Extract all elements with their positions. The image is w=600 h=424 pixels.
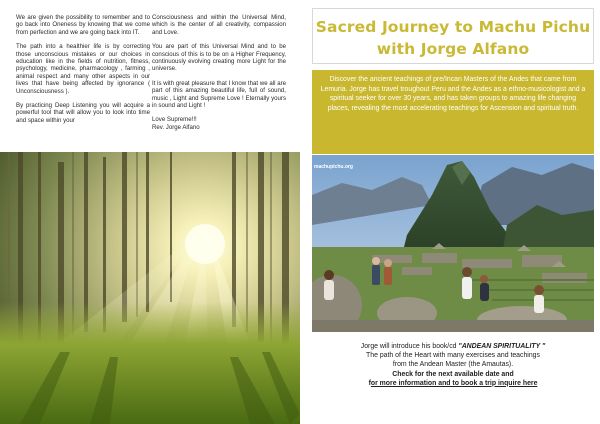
- availability-notice: Check for the next available date and: [392, 370, 514, 378]
- inquiry-prefix: f: [368, 379, 371, 387]
- photo-credit: machupichu.org: [314, 164, 353, 170]
- left-text-column-1: [16, 14, 150, 131]
- title-box: [312, 8, 594, 64]
- closing-line: Love Supreme!!!: [152, 116, 197, 124]
- page-title-line-2: with Jorge Alfano: [376, 40, 530, 58]
- machu-picchu-photo: [312, 155, 594, 332]
- book-info: [312, 342, 594, 388]
- forest-sunlight-photo: [0, 152, 300, 424]
- book-description-line: from the Andean Master (the Amautas).: [392, 361, 514, 369]
- book-title: "ANDEAN SPIRITUALITY ": [458, 343, 546, 350]
- paragraph: Consciousness and within the Universal Mind, which is the center of all creativity, compassion and Love.: [152, 14, 286, 36]
- page-title-line-1: Sacred Journey to Machu Pichu: [315, 18, 591, 36]
- book-intro-text: Jorge will introduce his book/cd: [360, 343, 459, 350]
- inquire-link[interactable]: or more information and to book a trip inquire here: [370, 379, 538, 387]
- right-page: [308, 0, 600, 424]
- left-text-column-2: [152, 14, 286, 138]
- paragraph: You are part of this Universal Mind and to be conscious of this is to be on a Higher Frequency, continuously evolving creating more Light for the universe.: [152, 43, 286, 73]
- paragraph: The path into a healthier life is by correcting those unconscious mistakes or our choices in education like in the fields of nutrition, fitness, psychology, medicine, pharmacology , farming , animal respect and many other aspects in our lives that have being affected by ignorance ( Unconsciousness ).: [16, 43, 150, 95]
- intro-band: [312, 70, 594, 154]
- book-description-line: The path of the Heart with many exercises and teachings: [366, 352, 540, 360]
- paragraph: It is with great pleasure that I know that we all are part of this amazing beautiful life, full of sound, music , Light and Supreme Love ! Eternally yours in sound and Light !: [152, 79, 286, 110]
- signature-line: Rev. Jorge Alfano: [152, 123, 200, 131]
- intro-text: Discover the ancient teachings of pre/Incan Masters of the Andes that came from Lemuria. Jorge has travel troughout Peru and the Andes as a ethno-musicologist and a spiritual seeker for over 30 years, and has taken groups to amazing life changing places, revealing the most accelerating teachings for Ascension and spiritual truth.: [320, 76, 586, 112]
- paragraph: We are given the possibility to remember and to go back into Oneness by knowing that we come from perfection and we are going back into IT.: [16, 14, 150, 36]
- paragraph: By practicing Deep Listening you will acquire a powerful tool that will allow you to look into time and space within your: [16, 102, 150, 124]
